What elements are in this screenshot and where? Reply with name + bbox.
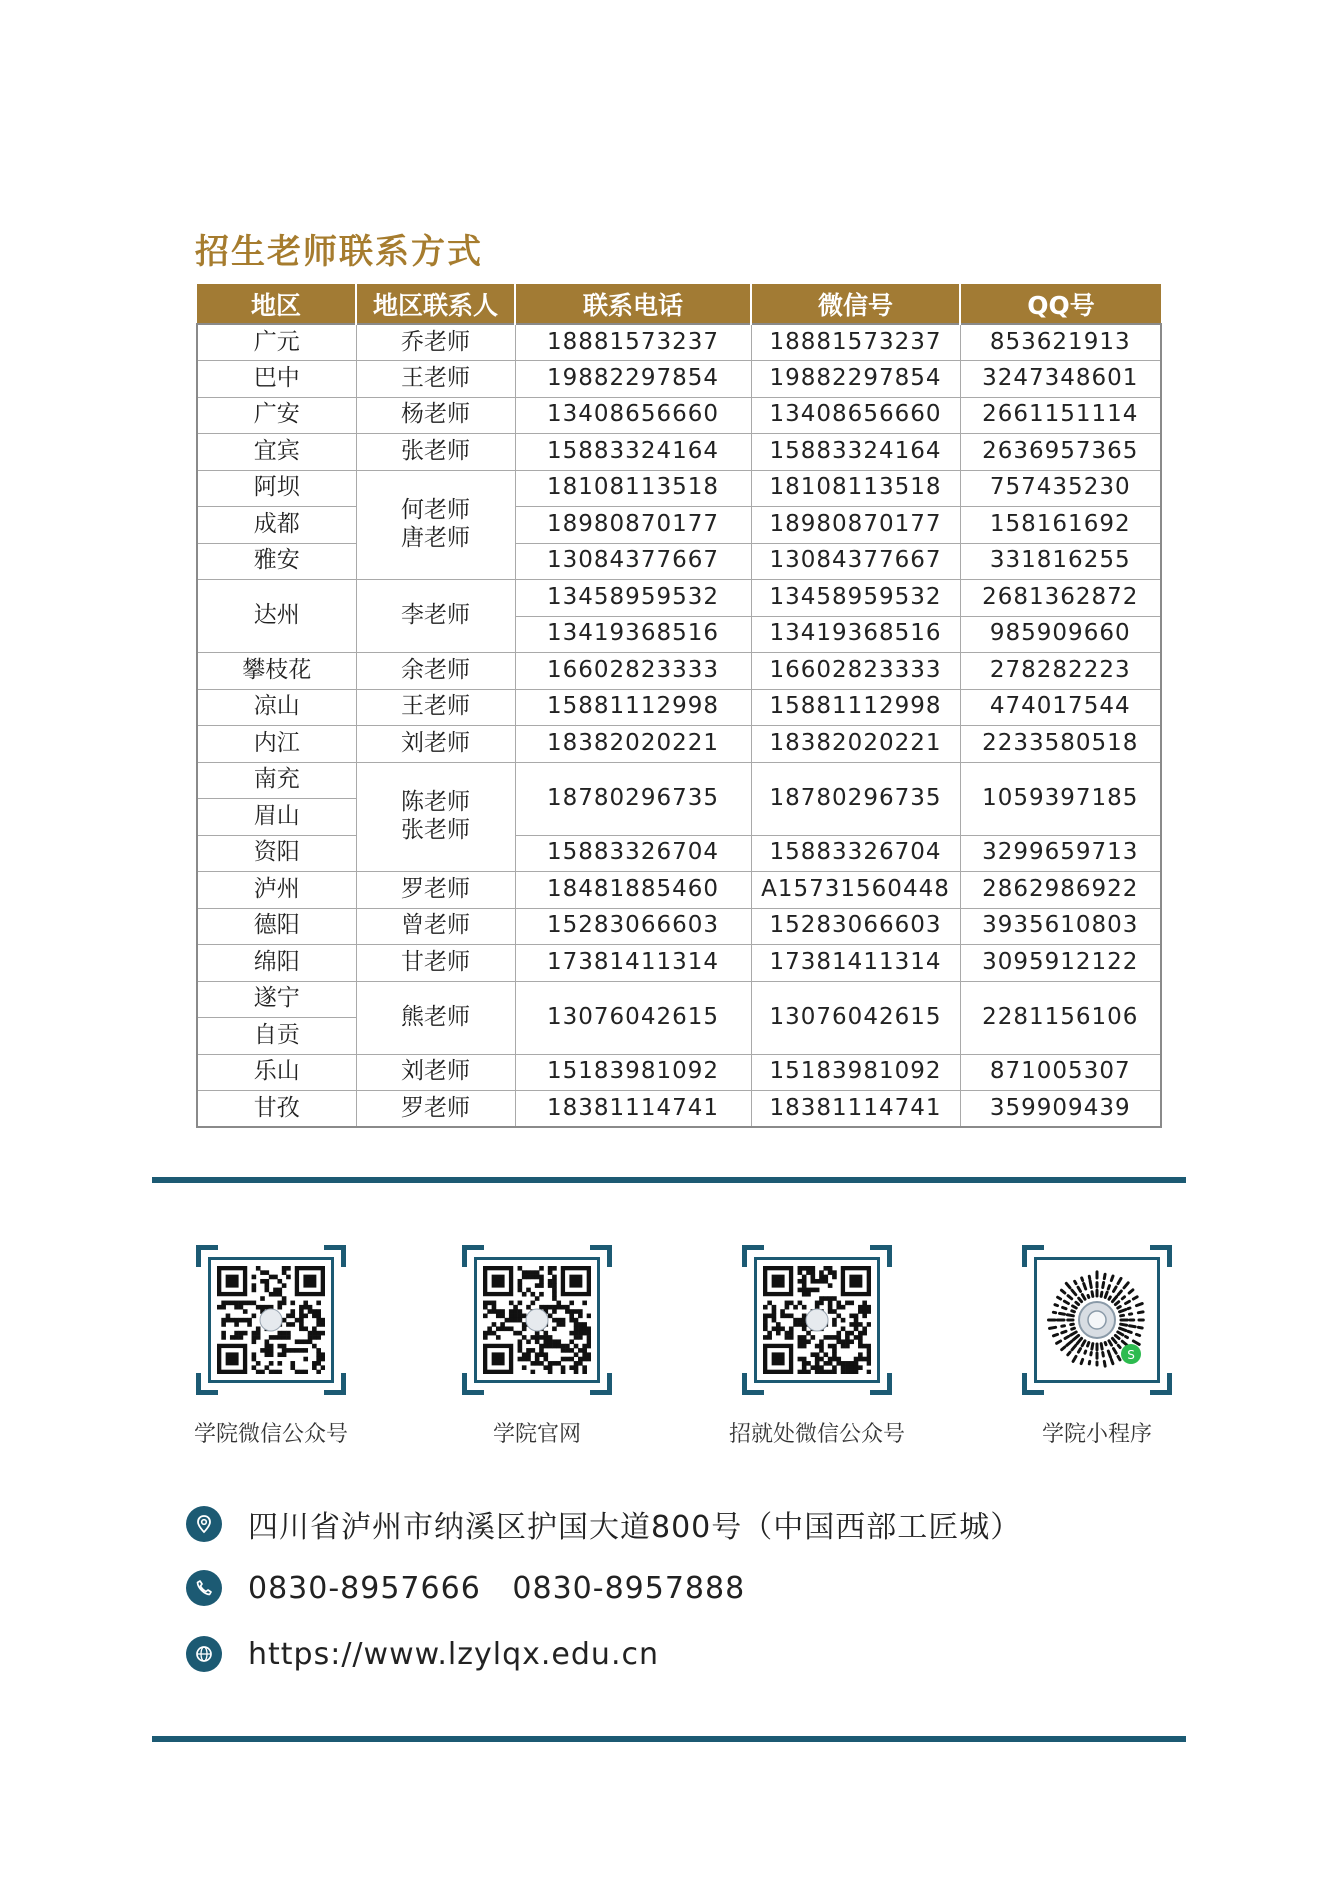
phone-cell: 18108113518	[515, 470, 751, 507]
contact-cell: 曾老师	[356, 908, 515, 945]
qq-cell: 158161692	[960, 507, 1161, 544]
table-row	[197, 653, 1161, 690]
qr-admissions-wechat[interactable]	[728, 1245, 905, 1448]
wechat-cell: 15881112998	[751, 689, 960, 726]
table-row	[197, 543, 1161, 580]
qr-mini-program[interactable]	[1022, 1245, 1172, 1448]
qq-cell: 2233580518	[960, 726, 1161, 763]
wechat-cell: 18381114741	[751, 1091, 960, 1128]
qq-cell: 871005307	[960, 1054, 1161, 1091]
wechat-cell: 18108113518	[751, 470, 960, 507]
region-cell: 凉山	[197, 689, 356, 726]
website-line	[186, 1636, 659, 1672]
qq-cell: 853621913	[960, 324, 1161, 361]
region-cell: 德阳	[197, 908, 356, 945]
wechat-cell: 18780296735	[751, 762, 960, 835]
region-cell: 阿坝	[197, 470, 356, 507]
qr-caption: 招就处微信公众号	[728, 1422, 905, 1447]
region-cell: 巴中	[197, 361, 356, 398]
table-row	[197, 872, 1161, 909]
phone-cell: 19882297854	[515, 361, 751, 398]
contact-cell: 张老师	[356, 434, 515, 471]
region-cell: 遂宁	[197, 981, 356, 1018]
qq-cell: 3299659713	[960, 835, 1161, 872]
svg-text:S: S	[1127, 1348, 1135, 1362]
table-header-row	[197, 284, 1161, 324]
wechat-cell: 13408656660	[751, 397, 960, 434]
table-row	[197, 981, 1161, 1018]
qq-cell: 474017544	[960, 689, 1161, 726]
qq-cell: 2281156106	[960, 981, 1161, 1054]
website-link[interactable]: https://www.lzylqx.edu.cn	[248, 1636, 659, 1672]
phone-cell: 15883324164	[515, 434, 751, 471]
contact-name: 张老师	[401, 816, 470, 843]
divider-bottom	[152, 1736, 1186, 1742]
table-row	[197, 835, 1161, 872]
phone-cell: 13076042615	[515, 981, 751, 1054]
qq-cell: 2862986922	[960, 872, 1161, 909]
qq-cell: 1059397185	[960, 762, 1161, 835]
qq-cell: 2681362872	[960, 580, 1161, 617]
phone-cell: 16602823333	[515, 653, 751, 690]
region-cell: 宜宾	[197, 434, 356, 471]
contact-name: 唐老师	[401, 524, 470, 551]
header-contact: 地区联系人	[356, 284, 515, 324]
wechat-cell: 18980870177	[751, 507, 960, 544]
region-cell: 南充	[197, 762, 356, 799]
header-region: 地区	[197, 284, 356, 324]
page-title: 招生老师联系方式	[195, 232, 483, 272]
divider-top	[152, 1177, 1186, 1183]
qr-college-wechat[interactable]	[193, 1245, 348, 1448]
phone-numbers[interactable]: 0830-8957666 0830-8957888	[248, 1570, 746, 1606]
contact-table	[196, 284, 1162, 1128]
qq-cell: 2661151114	[960, 397, 1161, 434]
phone-cell: 17381411314	[515, 945, 751, 982]
region-cell: 眉山	[197, 799, 356, 836]
table-row	[197, 580, 1161, 617]
table-row	[197, 726, 1161, 763]
wechat-cell: 18881573237	[751, 324, 960, 361]
contact-name: 何老师	[401, 497, 470, 524]
region-cell: 资阳	[197, 835, 356, 872]
table-row	[197, 324, 1161, 361]
region-cell: 内江	[197, 726, 356, 763]
wechat-cell: 15183981092	[751, 1054, 960, 1091]
qq-cell: 3095912122	[960, 945, 1161, 982]
contact-cell-merged: 熊老师	[356, 981, 515, 1054]
qq-cell: 331816255	[960, 543, 1161, 580]
phone-cell: 18881573237	[515, 324, 751, 361]
wechat-cell: 17381411314	[751, 945, 960, 982]
contact-cell-merged	[356, 762, 515, 872]
qr-code-icon	[754, 1257, 880, 1383]
region-cell: 攀枝花	[197, 653, 356, 690]
region-cell: 成都	[197, 507, 356, 544]
contact-cell: 余老师	[356, 653, 515, 690]
qq-cell: 278282223	[960, 653, 1161, 690]
phone-cell: 15183981092	[515, 1054, 751, 1091]
contact-name: 陈老师	[401, 789, 470, 816]
wechat-cell: 15883324164	[751, 434, 960, 471]
phone-cell: 18382020221	[515, 726, 751, 763]
qr-college-website[interactable]	[462, 1245, 612, 1448]
wechat-cell: 16602823333	[751, 653, 960, 690]
region-cell: 雅安	[197, 543, 356, 580]
contact-cell: 杨老师	[356, 397, 515, 434]
contact-cell: 罗老师	[356, 1091, 515, 1128]
table-row	[197, 470, 1161, 507]
phone-cell: 18381114741	[515, 1091, 751, 1128]
wechat-cell: 13458959532	[751, 580, 960, 617]
qr-caption: 学院小程序	[1041, 1422, 1152, 1447]
phone-cell: 18780296735	[515, 762, 751, 835]
contact-cell: 罗老师	[356, 872, 515, 909]
table-row	[197, 908, 1161, 945]
region-cell: 乐山	[197, 1054, 356, 1091]
phone-cell: 13408656660	[515, 397, 751, 434]
globe-icon	[186, 1636, 222, 1672]
table-row	[197, 507, 1161, 544]
header-phone: 联系电话	[515, 284, 751, 324]
phone-cell: 15283066603	[515, 908, 751, 945]
location-pin-icon	[186, 1506, 222, 1542]
phone-cell: 13084377667	[515, 543, 751, 580]
table-row	[197, 1054, 1161, 1091]
address-text: 四川省泸州市纳溪区护国大道800号（中国西部工匠城）	[248, 1510, 1022, 1545]
qr-caption: 学院微信公众号	[193, 1422, 348, 1447]
wechat-cell: 15283066603	[751, 908, 960, 945]
phone-cell: 18481885460	[515, 872, 751, 909]
table-row	[197, 762, 1161, 799]
region-cell: 广安	[197, 397, 356, 434]
wechat-cell: 13084377667	[751, 543, 960, 580]
contact-cell-merged	[356, 470, 515, 580]
qq-cell: 757435230	[960, 470, 1161, 507]
contact-cell-merged: 李老师	[356, 580, 515, 653]
region-cell: 广元	[197, 324, 356, 361]
mini-program-code-icon	[1034, 1257, 1160, 1383]
phone-cell: 13419368516	[515, 616, 751, 653]
contact-cell: 刘老师	[356, 726, 515, 763]
table-row	[197, 1091, 1161, 1128]
phone-cell: 18980870177	[515, 507, 751, 544]
table-row	[197, 689, 1161, 726]
region-cell: 绵阳	[197, 945, 356, 982]
table-row	[197, 434, 1161, 471]
contact-cell: 乔老师	[356, 324, 515, 361]
region-cell-merged: 达州	[197, 580, 356, 653]
wechat-cell: 13419368516	[751, 616, 960, 653]
phone-icon	[186, 1570, 222, 1606]
address-line	[186, 1502, 1021, 1546]
region-cell: 甘孜	[197, 1091, 356, 1128]
qq-cell: 2636957365	[960, 434, 1161, 471]
table-row	[197, 945, 1161, 982]
contact-cell: 甘老师	[356, 945, 515, 982]
qr-code-icon	[208, 1257, 334, 1383]
qq-cell: 985909660	[960, 616, 1161, 653]
table-row	[197, 361, 1161, 398]
wechat-cell: 19882297854	[751, 361, 960, 398]
qq-cell: 359909439	[960, 1091, 1161, 1128]
qq-cell: 3935610803	[960, 908, 1161, 945]
qr-caption: 学院官网	[492, 1422, 581, 1447]
region-cell: 泸州	[197, 872, 356, 909]
phone-cell: 15883326704	[515, 835, 751, 872]
header-qq: QQ号	[960, 284, 1161, 324]
phone-cell: 13458959532	[515, 580, 751, 617]
header-wechat: 微信号	[751, 284, 960, 324]
phone-line	[186, 1570, 745, 1606]
wechat-cell: 15883326704	[751, 835, 960, 872]
qr-code-icon	[474, 1257, 600, 1383]
wechat-cell: A15731560448	[751, 872, 960, 909]
phone-cell: 15881112998	[515, 689, 751, 726]
region-cell: 自贡	[197, 1018, 356, 1055]
contact-cell: 刘老师	[356, 1054, 515, 1091]
contact-cell: 王老师	[356, 689, 515, 726]
wechat-cell: 18382020221	[751, 726, 960, 763]
contact-cell: 王老师	[356, 361, 515, 398]
table-row	[197, 397, 1161, 434]
wechat-cell: 13076042615	[751, 981, 960, 1054]
qq-cell: 3247348601	[960, 361, 1161, 398]
